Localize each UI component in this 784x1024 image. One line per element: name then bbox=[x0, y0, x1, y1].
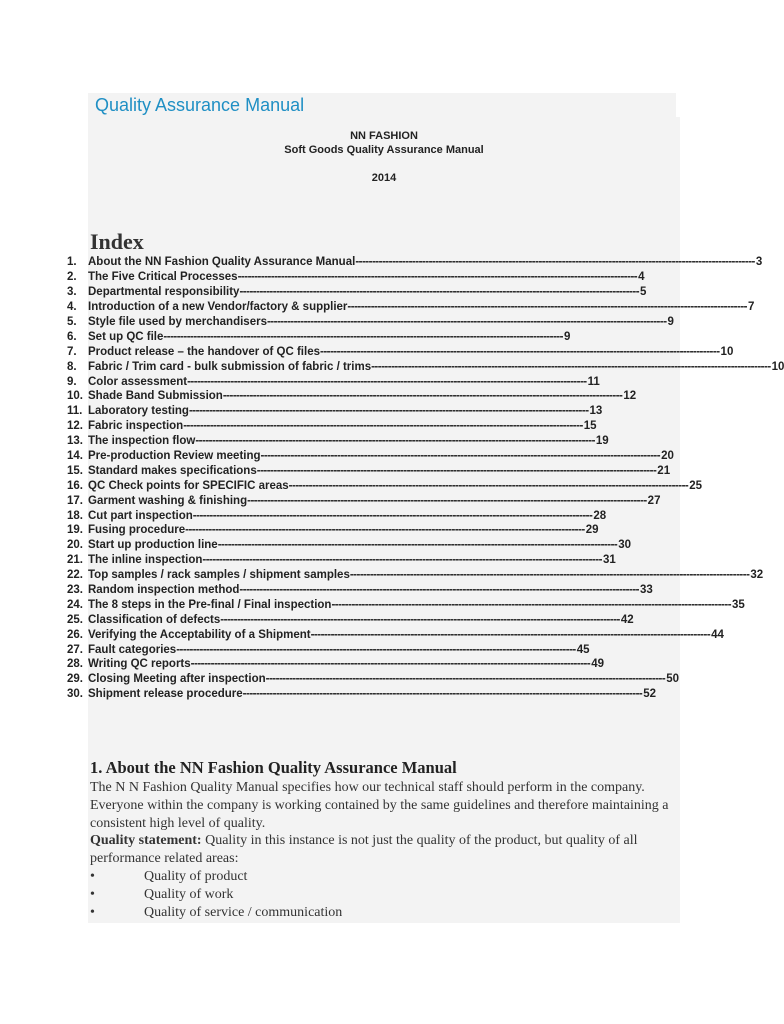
toc-item-number: 13. bbox=[67, 435, 83, 448]
toc-item-page: 9 bbox=[563, 330, 571, 343]
toc-item bbox=[67, 523, 599, 538]
toc-item-page: 10 bbox=[720, 345, 734, 358]
toc-item-title: Closing Meeting after inspection bbox=[88, 673, 266, 686]
toc-item-page: 5 bbox=[640, 286, 647, 299]
toc-item-page: 29 bbox=[585, 524, 599, 537]
toc-item-page: 44 bbox=[711, 628, 724, 641]
toc-dot-leader: ------------------------------------------------------------------------------------------------------------------------ bbox=[355, 256, 755, 269]
bullet-item bbox=[90, 886, 670, 904]
toc-item-title: Garment washing & finishing bbox=[88, 494, 248, 507]
toc-item-number: 22. bbox=[67, 569, 83, 582]
toc-item bbox=[67, 612, 634, 627]
toc-item-number: 6. bbox=[67, 330, 77, 343]
toc-item-number: 27. bbox=[67, 643, 83, 656]
toc-item bbox=[67, 329, 571, 344]
toc-item-number: 7. bbox=[67, 345, 77, 358]
table-of-contents bbox=[67, 255, 784, 702]
toc-item-title: Shade Band Submission bbox=[88, 390, 223, 403]
toc-item bbox=[67, 315, 674, 330]
toc-item-page: 50 bbox=[666, 673, 679, 686]
toc-item-title: About the NN Fashion Quality Assurance Manual bbox=[88, 256, 356, 269]
toc-item bbox=[67, 672, 679, 687]
toc-item-page: 52 bbox=[643, 688, 657, 701]
toc-item-title: Pre-production Review meeting bbox=[88, 450, 261, 463]
toc-dot-leader: ------------------------------------------------------------------------------------------------------------------------ bbox=[347, 301, 747, 314]
bullet-text: Quality of product bbox=[144, 868, 248, 884]
toc-item-number: 16. bbox=[67, 479, 83, 492]
section-heading: 1. About the NN Fashion Quality Assurance Manual bbox=[90, 758, 457, 777]
toc-item-page: 45 bbox=[576, 643, 590, 656]
toc-dot-leader: ------------------------------------------------------------------------------------------------------------------------ bbox=[222, 390, 623, 403]
toc-item-title: Fabric inspection bbox=[88, 420, 184, 433]
toc-item bbox=[67, 538, 632, 553]
toc-item bbox=[67, 449, 674, 464]
quality-statement-text: Quality in this instance is not just the quality of the product, but quality of all performance related areas: bbox=[90, 833, 638, 867]
toc-item bbox=[67, 627, 724, 642]
toc-dot-leader: ------------------------------------------------------------------------------------------------------------------------ bbox=[187, 375, 587, 388]
toc-item-number: 3. bbox=[67, 286, 77, 299]
toc-dot-leader: ------------------------------------------------------------------------------------------------------------------------ bbox=[190, 658, 591, 671]
toc-dot-leader: ------------------------------------------------------------------------------------------------------------------------ bbox=[239, 584, 639, 597]
toc-dot-leader: ------------------------------------------------------------------------------------------------------------------------ bbox=[265, 673, 666, 686]
toc-item-title: Random inspection method bbox=[88, 584, 240, 597]
toc-dot-leader: ------------------------------------------------------------------------------------------------------------------------ bbox=[371, 360, 771, 373]
toc-item-title: Cut part inspection bbox=[88, 509, 193, 522]
toc-item-title: Standard makes specifications bbox=[88, 464, 257, 477]
bullet-text: Quality of work bbox=[144, 886, 234, 902]
toc-dot-leader: ------------------------------------------------------------------------------------------------------------------------ bbox=[310, 628, 711, 641]
toc-item-title: Departmental responsibility bbox=[88, 286, 240, 299]
toc-dot-leader: ------------------------------------------------------------------------------------------------------------------------ bbox=[217, 539, 618, 552]
toc-item-title: Start up production line bbox=[88, 539, 218, 552]
toc-item-number: 24. bbox=[67, 598, 83, 611]
toc-item-number: 18. bbox=[67, 509, 83, 522]
toc-item-page: 13 bbox=[589, 405, 603, 418]
toc-item-page: 28 bbox=[593, 509, 607, 522]
toc-dot-leader: ------------------------------------------------------------------------------------------------------------------------ bbox=[192, 509, 593, 522]
toc-dot-leader: ------------------------------------------------------------------------------------------------------------------------ bbox=[163, 330, 563, 343]
toc-dot-leader: ------------------------------------------------------------------------------------------------------------------------ bbox=[220, 613, 620, 626]
toc-item-number: 28. bbox=[67, 658, 83, 671]
toc-item bbox=[67, 642, 590, 657]
toc-dot-leader: ------------------------------------------------------------------------------------------------------------------------ bbox=[256, 464, 657, 477]
toc-item-page: 11 bbox=[587, 375, 600, 388]
intro-paragraph: The N N Fashion Quality Manual specifies how our technical staff should perform in the company. Everyone within the company is working contained by the same guidelines and therefore maintaining a consistent high level of quality. bbox=[90, 780, 669, 831]
bullet-text: Quality of service / communication bbox=[144, 904, 343, 920]
toc-item-number: 11. bbox=[67, 405, 83, 418]
toc-dot-leader: ------------------------------------------------------------------------------------------------------------------------ bbox=[242, 688, 643, 701]
toc-item bbox=[67, 285, 647, 300]
toc-dot-leader: ------------------------------------------------------------------------------------------------------------------------ bbox=[260, 450, 661, 463]
toc-item-number: 5. bbox=[67, 316, 77, 328]
toc-item bbox=[67, 553, 616, 568]
section-body bbox=[90, 779, 670, 921]
toc-item-number: 21. bbox=[67, 554, 83, 567]
quality-statement-label: Quality statement: bbox=[90, 833, 202, 849]
toc-item bbox=[67, 270, 645, 285]
toc-item bbox=[67, 419, 597, 434]
toc-item-page: 21 bbox=[657, 464, 671, 477]
toc-item-page: 4 bbox=[638, 271, 645, 284]
toc-item-title: Fault categories bbox=[88, 643, 177, 656]
toc-item-title: Style file used by merchandisers bbox=[88, 316, 267, 328]
toc-item-title: Laboratory testing bbox=[88, 405, 189, 418]
toc-item-number: 23. bbox=[67, 584, 83, 597]
toc-dot-leader: ------------------------------------------------------------------------------------------------------------------------ bbox=[266, 316, 667, 328]
toc-item-number: 29. bbox=[67, 673, 83, 686]
toc-item-number: 2. bbox=[67, 271, 77, 284]
toc-item-page: 19 bbox=[595, 435, 609, 448]
bullet-mark: • bbox=[90, 886, 95, 902]
toc-item-page: 30 bbox=[618, 539, 632, 552]
toc-item-page: 42 bbox=[620, 613, 634, 626]
toc-dot-leader: ------------------------------------------------------------------------------------------------------------------------ bbox=[176, 643, 576, 656]
company-name: NN FASHION bbox=[350, 130, 418, 142]
toc-item-number: 14. bbox=[67, 450, 83, 463]
toc-item-number: 25. bbox=[67, 613, 83, 626]
toc-item bbox=[67, 687, 657, 702]
manual-year: 2014 bbox=[371, 172, 397, 184]
toc-item-title: QC Check points for SPECIFIC areas bbox=[88, 479, 289, 492]
toc-item-page: 9 bbox=[667, 316, 674, 328]
toc-item-title: Product release – the handover of QC files bbox=[88, 345, 320, 358]
toc-item-number: 15. bbox=[67, 464, 83, 477]
toc-item-number: 17. bbox=[67, 494, 83, 507]
toc-item-page: 33 bbox=[639, 584, 653, 597]
toc-dot-leader: ------------------------------------------------------------------------------------------------------------------------ bbox=[331, 598, 732, 611]
toc-item-title: The inline inspection bbox=[88, 554, 203, 567]
toc-item-page: 7 bbox=[747, 301, 755, 314]
toc-item-page: 32 bbox=[750, 569, 764, 582]
toc-item-title: Classification of defects bbox=[88, 613, 221, 626]
toc-item bbox=[67, 657, 605, 672]
toc-item-number: 9. bbox=[67, 375, 77, 388]
page-title: Quality Assurance Manual bbox=[95, 95, 305, 115]
toc-item-page: 31 bbox=[602, 554, 616, 567]
toc-item bbox=[67, 389, 637, 404]
toc-item bbox=[67, 359, 784, 374]
toc-dot-leader: ------------------------------------------------------------------------------------------------------------------------ bbox=[247, 494, 647, 507]
toc-dot-leader: ------------------------------------------------------------------------------------------------------------------------ bbox=[195, 435, 595, 448]
toc-item-title: Fabric / Trim card - bulk submission of fabric / trims bbox=[88, 360, 372, 373]
toc-item bbox=[67, 568, 764, 583]
toc-item-number: 4. bbox=[67, 301, 77, 314]
toc-dot-leader: ------------------------------------------------------------------------------------------------------------------------ bbox=[239, 286, 640, 299]
toc-item bbox=[67, 493, 661, 508]
toc-item-number: 19. bbox=[67, 524, 83, 537]
toc-item bbox=[67, 478, 703, 493]
toc-item-number: 8. bbox=[67, 360, 77, 373]
toc-item-title: Introduction of a new Vendor/factory & supplier bbox=[88, 301, 348, 314]
toc-item-page: 25 bbox=[689, 479, 703, 492]
toc-dot-leader: ------------------------------------------------------------------------------------------------------------------------ bbox=[288, 479, 689, 492]
toc-item-title: The Five Critical Processes bbox=[88, 271, 238, 284]
index-heading: Index bbox=[90, 229, 144, 254]
toc-item bbox=[67, 508, 607, 523]
toc-dot-leader: ------------------------------------------------------------------------------------------------------------------------ bbox=[349, 569, 750, 582]
bullet-item bbox=[90, 904, 670, 922]
toc-item-title: The 8 steps in the Pre-final / Final inspection bbox=[88, 598, 332, 611]
toc-item-number: 12. bbox=[67, 420, 83, 433]
bullet-mark: • bbox=[90, 904, 95, 920]
toc-item-page: 49 bbox=[591, 658, 605, 671]
toc-item-page: 27 bbox=[647, 494, 661, 507]
bullet-mark: • bbox=[90, 868, 95, 884]
bullet-item bbox=[90, 868, 670, 886]
toc-item bbox=[67, 404, 603, 419]
toc-item-number: 26. bbox=[67, 628, 83, 641]
toc-item-title: Fusing procedure bbox=[88, 524, 186, 537]
toc-item-title: Color assessment bbox=[88, 375, 188, 388]
toc-item bbox=[67, 583, 653, 598]
toc-item-number: 30. bbox=[67, 688, 83, 701]
toc-item-page: 15 bbox=[583, 420, 597, 433]
toc-item bbox=[67, 374, 600, 389]
toc-item bbox=[67, 463, 671, 478]
toc-dot-leader: ------------------------------------------------------------------------------------------------------------------------ bbox=[183, 420, 583, 433]
toc-item-title: Shipment release procedure bbox=[88, 688, 243, 701]
toc-item bbox=[67, 434, 609, 449]
toc-item-number: 10. bbox=[67, 390, 83, 403]
toc-item-page: 20 bbox=[661, 450, 674, 463]
toc-item-title: The inspection flow bbox=[88, 435, 196, 448]
manual-subtitle: Soft Goods Quality Assurance Manual bbox=[284, 144, 484, 156]
toc-item bbox=[67, 255, 763, 270]
toc-item-page: 35 bbox=[732, 598, 745, 611]
toc-item-title: Writing QC reports bbox=[88, 658, 191, 671]
toc-item-page: 10 bbox=[771, 360, 784, 373]
quality-bullets bbox=[90, 868, 670, 921]
toc-item-title: Top samples / rack samples / shipment samples bbox=[88, 569, 350, 582]
toc-dot-leader: ------------------------------------------------------------------------------------------------------------------------ bbox=[237, 271, 638, 284]
toc-item-number: 20. bbox=[67, 539, 83, 552]
toc-item bbox=[67, 597, 745, 612]
toc-dot-leader: ------------------------------------------------------------------------------------------------------------------------ bbox=[202, 554, 602, 567]
quality-statement bbox=[90, 832, 670, 868]
toc-item bbox=[67, 344, 734, 359]
toc-dot-leader: ------------------------------------------------------------------------------------------------------------------------ bbox=[319, 345, 720, 358]
toc-dot-leader: ------------------------------------------------------------------------------------------------------------------------ bbox=[188, 405, 589, 418]
toc-item-title: Set up QC file bbox=[88, 330, 164, 343]
toc-dot-leader: ------------------------------------------------------------------------------------------------------------------------ bbox=[185, 524, 585, 537]
toc-item bbox=[67, 300, 755, 315]
toc-item-number: 1. bbox=[67, 256, 77, 269]
toc-item-title: Verifying the Acceptability of a Shipment bbox=[88, 628, 311, 641]
toc-item-page: 12 bbox=[623, 390, 637, 403]
toc-item-page: 3 bbox=[755, 256, 763, 269]
